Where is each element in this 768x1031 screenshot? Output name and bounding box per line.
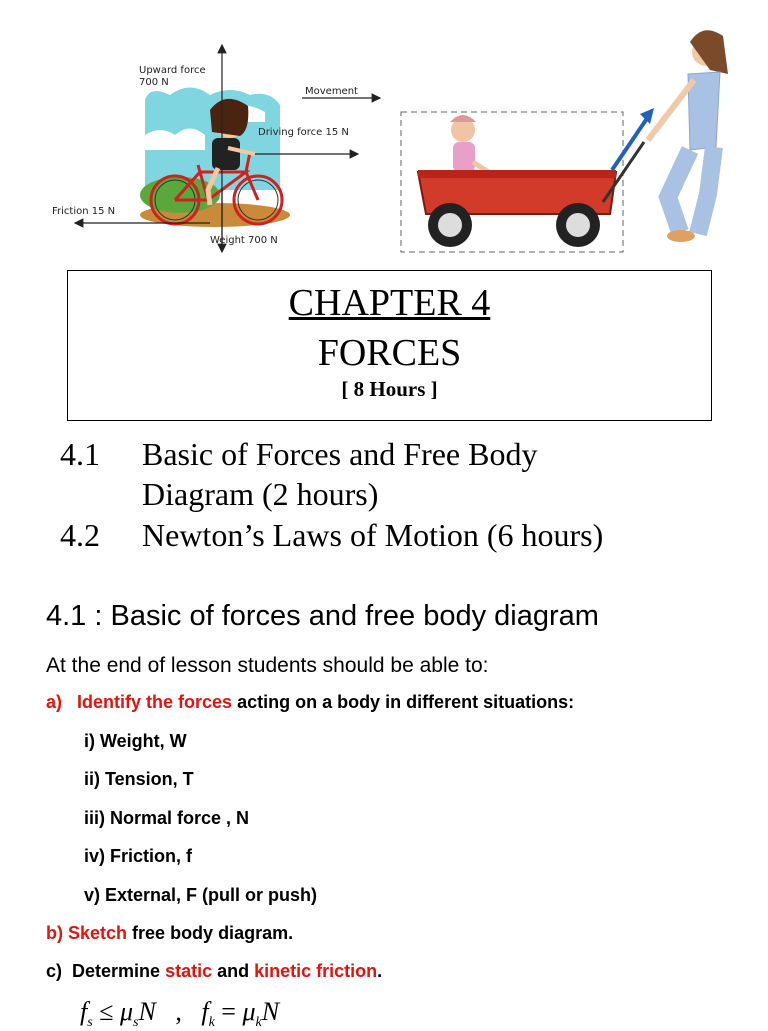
friction-formula <box>80 997 279 1031</box>
toc-number: 4.1 <box>60 436 100 472</box>
formula-subscript: s <box>133 1015 139 1031</box>
formula-subscript: s <box>87 1015 93 1031</box>
objective-b <box>46 923 293 944</box>
toc-item-4-1-continued: Diagram (2 hours) <box>142 476 379 512</box>
chapter-duration: [ 8 Hours ] <box>341 377 438 401</box>
formula-operator: ≤ <box>99 997 114 1026</box>
objective-text: and <box>212 961 255 981</box>
objective-highlight: Sketch <box>68 923 128 943</box>
objective-highlight: Identify the forces <box>77 692 233 712</box>
formula-operator: = <box>221 997 236 1026</box>
weight-label: Weight 700 N <box>210 235 278 246</box>
formula-kinetic-friction: f <box>201 997 209 1026</box>
cyclist-force-diagram <box>50 40 390 260</box>
objective-marker: a) <box>46 692 63 712</box>
formula-subscript: k <box>208 1015 215 1031</box>
formula-normal: N <box>261 997 280 1026</box>
chapter-heading: CHAPTER 4 <box>288 282 491 324</box>
objective-c <box>46 961 382 982</box>
force-item-external: v) External, F (pull or push) <box>84 885 318 905</box>
chapter-title-box <box>67 270 712 421</box>
formula-static-friction: f <box>80 997 88 1026</box>
toc-item-4-1 <box>60 434 537 474</box>
toc-text: Newton’s Laws of Motion (6 hours) <box>142 517 604 553</box>
formula-normal: N <box>138 997 156 1026</box>
wagon-pull-illustration <box>398 22 743 262</box>
driving-force-label: Driving force 15 N <box>258 127 349 138</box>
formula-mu: μ <box>119 997 134 1026</box>
objective-text: acting on a body in different situations: <box>232 692 575 712</box>
friction-label: Friction 15 N <box>52 206 116 217</box>
formula-separator: , <box>175 997 182 1026</box>
upward-force-value: 700 N <box>139 77 169 88</box>
toc-number: 4.2 <box>60 517 100 553</box>
force-item-normal: iii) Normal force , N <box>84 808 250 828</box>
toc-text: Basic of Forces and Free Body <box>142 436 538 472</box>
objective-highlight-kinetic: kinetic friction <box>254 961 378 981</box>
chapter-title: FORCES <box>317 332 462 374</box>
objective-text: Determine <box>72 961 166 981</box>
objective-highlight-static: static <box>165 961 213 981</box>
section-heading: 4.1 : Basic of forces and free body diagram <box>46 600 599 632</box>
movement-label: Movement <box>305 86 358 97</box>
force-item-friction: iv) Friction, f <box>84 846 192 866</box>
toc-item-4-2 <box>60 515 603 555</box>
force-item-weight: i) Weight, W <box>84 731 187 751</box>
objective-text: free body diagram. <box>127 923 294 943</box>
objective-a <box>46 692 574 713</box>
objective-marker: c) <box>46 961 63 981</box>
upward-force-label: Upward force <box>139 65 206 76</box>
objective-marker: b) <box>46 923 63 943</box>
section-intro: At the end of lesson students should be able to: <box>46 654 489 677</box>
formula-mu: μ <box>242 997 256 1026</box>
objective-text: . <box>377 961 383 981</box>
formula-subscript: k <box>255 1015 262 1031</box>
force-item-tension: ii) Tension, T <box>84 769 194 789</box>
